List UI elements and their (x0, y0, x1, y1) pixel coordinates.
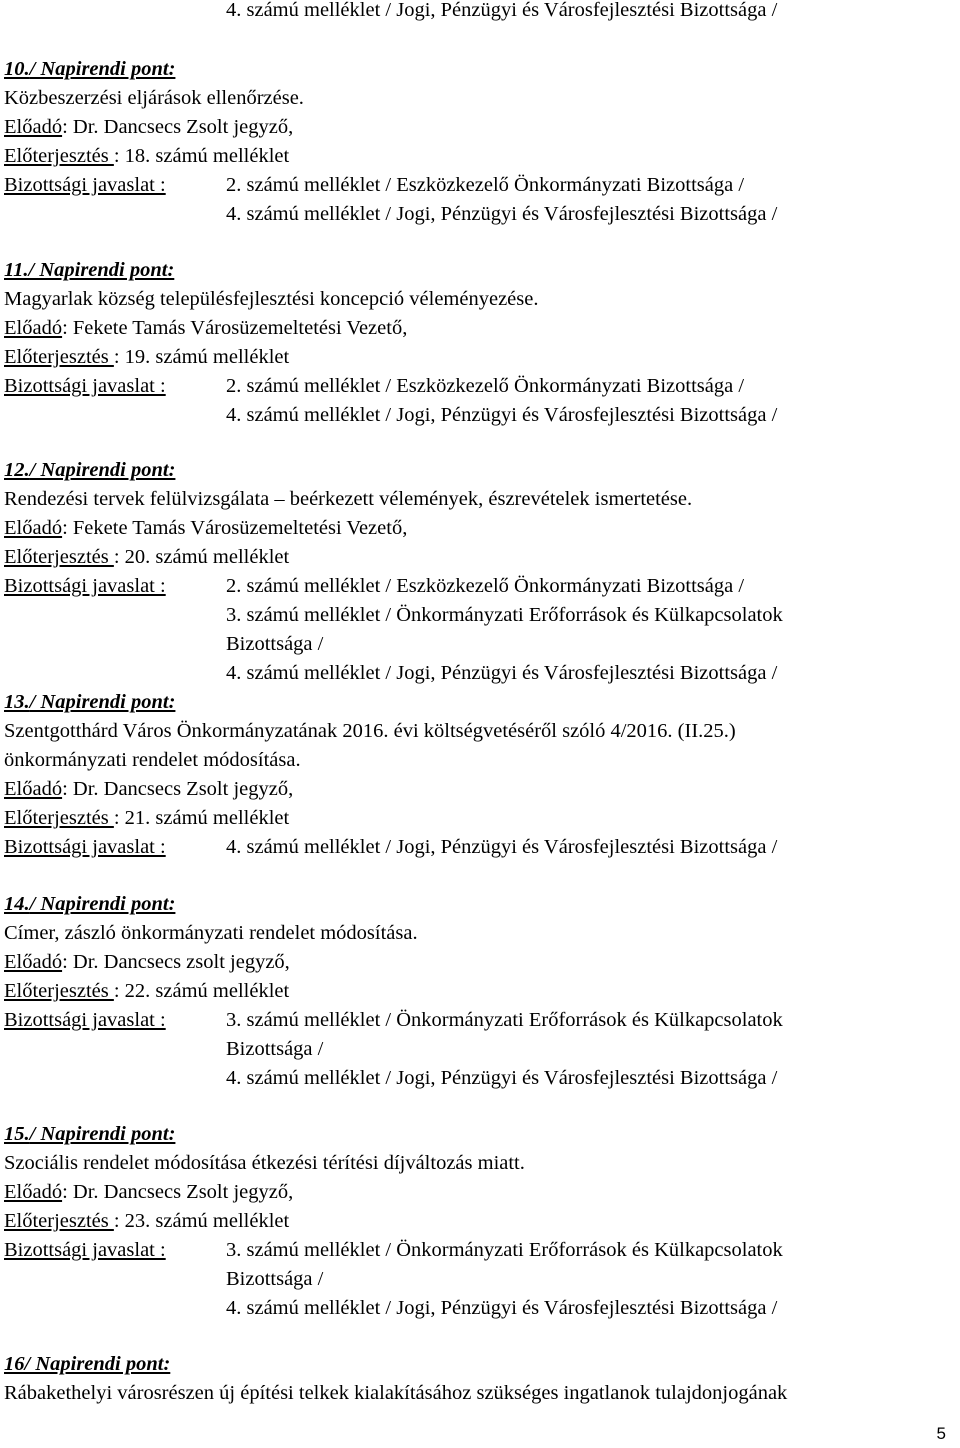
agenda-item-heading: 12./ Napirendi pont: (4, 459, 176, 481)
submission-line: Előterjesztés : 18. számú melléklet (4, 145, 290, 167)
recommendation-line: 4. számú melléklet / Jogi, Pénzügyi és Városfejlesztési Bizottsága / (226, 662, 778, 684)
presenter-line: Előadó: Dr. Dancsecs zsolt jegyző, (4, 951, 290, 973)
agenda-item-title: Rábakethelyi városrészen új építési telkek kialakításához szükséges ingatlanok tulajdonjogának (4, 1382, 788, 1404)
committee-recommendation-label: Bizottsági javaslat : (4, 375, 166, 397)
presenter-line: Előadó: Fekete Tamás Városüzemeltetési Vezető, (4, 517, 408, 539)
recommendation-line: 2. számú melléklet / Eszközkezelő Önkormányzati Bizottsága / (226, 375, 745, 397)
recommendation-line: Bizottsága / (226, 633, 324, 655)
agenda-item-heading: 10./ Napirendi pont: (4, 58, 176, 80)
recommendation-line: 2. számú melléklet / Eszközkezelő Önkormányzati Bizottsága / (226, 575, 745, 597)
submission-line: Előterjesztés : 22. számú melléklet (4, 980, 290, 1002)
recommendation-line: 3. számú melléklet / Önkormányzati Erőforrások és Külkapcsolatok (226, 604, 783, 626)
recommendation-line: 2. számú melléklet / Eszközkezelő Önkormányzati Bizottsága / (226, 174, 745, 196)
committee-recommendation-label: Bizottsági javaslat : (4, 836, 166, 858)
submission-line: Előterjesztés : 21. számú melléklet (4, 807, 290, 829)
page-number: 5 (936, 1424, 946, 1443)
agenda-item-title: Címer, zászló önkormányzati rendelet módosítása. (4, 922, 418, 944)
presenter-line: Előadó: Dr. Dancsecs Zsolt jegyző, (4, 1181, 294, 1203)
agenda-item-heading: 16/ Napirendi pont: (4, 1353, 171, 1375)
recommendation-line: Bizottsága / (226, 1038, 324, 1060)
agenda-item-heading: 11./ Napirendi pont: (4, 259, 175, 281)
recommendation-line: 4. számú melléklet / Jogi, Pénzügyi és Városfejlesztési Bizottsága / (226, 836, 778, 858)
committee-recommendation-label: Bizottsági javaslat : (4, 1239, 166, 1261)
submission-line: Előterjesztés : 20. számú melléklet (4, 546, 290, 568)
recommendation-line: 4. számú melléklet / Jogi, Pénzügyi és Városfejlesztési Bizottsága / (226, 404, 778, 426)
presenter-line: Előadó: Fekete Tamás Városüzemeltetési Vezető, (4, 317, 408, 339)
recommendation-line: 3. számú melléklet / Önkormányzati Erőforrások és Külkapcsolatok (226, 1009, 783, 1031)
recommendation-line: Bizottsága / (226, 1268, 324, 1290)
committee-recommendation-label: Bizottsági javaslat : (4, 575, 166, 597)
agenda-item-title-continued: önkormányzati rendelet módosítása. (4, 749, 301, 771)
recommendation-line: 4. számú melléklet / Jogi, Pénzügyi és Városfejlesztési Bizottsága / (226, 1297, 778, 1319)
recommendation-line: 4. számú melléklet / Jogi, Pénzügyi és Városfejlesztési Bizottsága / (226, 203, 778, 225)
committee-recommendation-label: Bizottsági javaslat : (4, 174, 166, 196)
presenter-line: Előadó: Dr. Dancsecs Zsolt jegyző, (4, 778, 294, 800)
recommendation-line: 4. számú melléklet / Jogi, Pénzügyi és Városfejlesztési Bizottsága / (226, 0, 778, 21)
submission-line: Előterjesztés : 23. számú melléklet (4, 1210, 290, 1232)
submission-line: Előterjesztés : 19. számú melléklet (4, 346, 290, 368)
agenda-item-title: Szentgotthárd Város Önkormányzatának 2016. évi költségvetéséről szóló 4/2016. (II.25.) (4, 720, 736, 742)
agenda-item-title: Szociális rendelet módosítása étkezési térítési díjváltozás miatt. (4, 1152, 525, 1174)
recommendation-line: 4. számú melléklet / Jogi, Pénzügyi és Városfejlesztési Bizottsága / (226, 1067, 778, 1089)
agenda-item-heading: 13./ Napirendi pont: (4, 691, 176, 713)
presenter-line: Előadó: Dr. Dancsecs Zsolt jegyző, (4, 116, 294, 138)
agenda-item-title: Közbeszerzési eljárások ellenőrzése. (4, 87, 304, 109)
agenda-item-title: Magyarlak község településfejlesztési koncepció véleményezése. (4, 288, 539, 310)
agenda-item-heading: 14./ Napirendi pont: (4, 893, 176, 915)
agenda-item-title: Rendezési tervek felülvizsgálata – beérkezett vélemények, észrevételek ismertetése. (4, 488, 693, 510)
committee-recommendation-label: Bizottsági javaslat : (4, 1009, 166, 1031)
recommendation-line: 3. számú melléklet / Önkormányzati Erőforrások és Külkapcsolatok (226, 1239, 783, 1261)
agenda-item-heading: 15./ Napirendi pont: (4, 1123, 176, 1145)
